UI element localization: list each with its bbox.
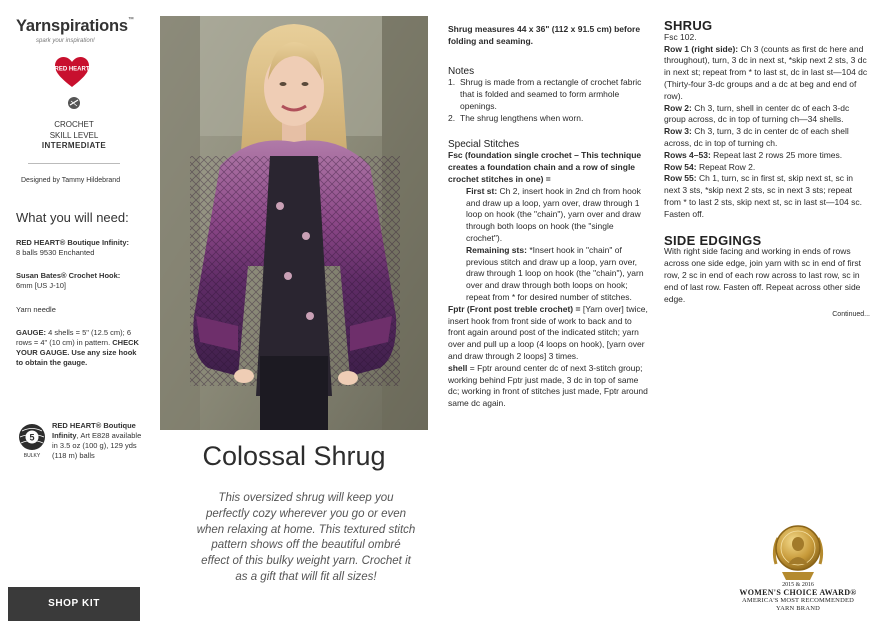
yarn-amount: 8 balls 9530 Enchanted <box>16 248 95 257</box>
svg-text:BULKY: BULKY <box>23 453 41 459</box>
crochet-hook-icon <box>67 96 81 110</box>
svg-text:RED HEART: RED HEART <box>54 66 90 73</box>
model-photo <box>160 16 428 430</box>
shell-text: = Fptr around center dc of next 3-stitch group; working behind Fptr just made, 3 dc in top of same dc; working in front of stitches just made, Fptr around same dc again. <box>448 362 648 409</box>
gauge-info <box>16 328 144 368</box>
award-subtitle-1: AMERICA'S MOST RECOMMENDED <box>741 597 855 604</box>
pattern-column-right <box>664 20 870 321</box>
hook-name[interactable]: Susan Bates® Crochet Hook: <box>16 271 121 280</box>
award-name: WOMEN'S CHOICE AWARD® <box>739 588 857 597</box>
brand-tagline: spark your inspiration! <box>36 38 95 44</box>
side-edgings-heading: SIDE EDGINGS <box>664 232 762 248</box>
yarn-info-name[interactable]: RED HEART® Boutique Infinity <box>52 421 136 440</box>
list-item: 1. Shrug is made from a rectangle of crochet fabric that is folded and seamed to form armhole openings. <box>448 77 642 111</box>
notes-heading: Notes <box>448 65 475 77</box>
continued-link[interactable]: Continued... <box>832 311 870 319</box>
remaining-text: *Insert hook in "chain" of previous stitch and draw up a loop, yarn over, draw through 1 loop on hook (the "chain"), yarn over and draw through both loops on hook; repeat from * for desired number of stitches. <box>466 244 644 302</box>
row-instruction: Row 1 (right side): Ch 3 (counts as first dc here and throughout), turn, 3 dc in next st, *skip next 2 sts, 3 dc in next st; repeat from * to last st, dc in last st—104 dc (Thirty-four 3-dc groups and a dc at beg and end of row). <box>664 43 868 101</box>
red-heart-logo-icon <box>54 56 90 88</box>
fasten-off: Fasten off. <box>664 208 705 219</box>
hook-size: 6mm [US J-10] <box>16 281 67 290</box>
yarn-requirement: RED HEART® Boutique Infinity: 8 balls 9530 Enchanted <box>16 238 130 257</box>
hook-requirement <box>16 271 144 291</box>
needle-requirement: Yarn needle <box>16 305 56 314</box>
skill-level-value: INTERMEDIATE <box>41 141 107 150</box>
award-subtitle-2: YARN BRAND <box>775 605 821 612</box>
gauge-text: 4 shells = 5" (12.5 cm); 6 rows = 4" (10 cm) in pattern. <box>16 328 132 347</box>
row-instruction: Row 2: Ch 3, turn, shell in center dc of each 3-dc group across, dc in top of turning ch—34 shells. <box>664 102 850 125</box>
svg-text:5: 5 <box>29 432 35 443</box>
measurements: Shrug measures 44 x 36" (112 x 91.5 cm) before folding and seaming. <box>448 24 641 46</box>
yarn-name[interactable]: RED HEART® Boutique Infinity <box>16 238 127 247</box>
medal-icon <box>768 520 828 584</box>
intro-text: This oversized shrug will keep you perfectly cozy wherever you go or even when relaxing at home. This textured stitch pattern shows off the beautiful ombré effect of this bulky weight yarn. Crochet it as a gift that will fit all sizes! <box>196 492 416 583</box>
side-edgings-text: With right side facing and working in ends of rows across one side edge, join yarn with sc in end of first row, 2 sc in end of each row across to last row, sc in end of last row. Fasten off. Repeat across other side edge. <box>664 246 862 304</box>
pattern-column-left <box>448 24 648 410</box>
gauge-label: GAUGE: <box>16 328 46 337</box>
page-title: Colossal Shrug <box>202 441 386 471</box>
award-years: 2015 & 2016 <box>782 582 814 588</box>
divider <box>28 163 120 164</box>
notes-list <box>448 77 648 124</box>
yarn-info-detail: available in 3.5 oz (100 g), 129 yds (118 m) balls <box>52 431 142 460</box>
skill-level <box>18 120 130 152</box>
fsc-title: Fsc (foundation single crochet – This technique creates a foundation chain and a row of single crochet stitches in one) = <box>448 150 642 184</box>
gauge-check: CHECK YOUR GAUGE. Use any size hook to obtain the gauge. <box>16 338 139 367</box>
shop-kit-button[interactable]: SHOP KIT <box>8 587 140 621</box>
award-badge <box>728 520 868 620</box>
yarn-weight-icon <box>16 423 48 459</box>
list-item: 2. The shrug lengthens when worn. <box>448 112 584 123</box>
shell-definition <box>448 363 648 410</box>
first-st <box>448 186 648 245</box>
first-st-text: Ch 2, insert hook in 2nd ch from hook and draw up a loop, yarn over, draw through 1 loop on hook (the "chain"), yarn over and draw through both loops on hook (the "single crochet"). <box>466 185 641 243</box>
skill-label-1: CROCHET <box>54 120 94 129</box>
sidebar <box>0 0 150 626</box>
special-stitches-heading: Special Stitches <box>448 138 520 150</box>
designer-credit: Designed by Tammy Hildebrand <box>21 177 121 184</box>
model-photo-illustration <box>160 16 428 430</box>
materials-heading: What you will need: <box>16 210 129 225</box>
yarn-info-art: Art E828 <box>80 431 110 440</box>
first-st-label: First st: <box>466 185 498 196</box>
skill-label-2: SKILL LEVEL <box>49 130 99 140</box>
row-instruction: Row 54: Repeat Row 2. <box>664 161 756 172</box>
fptr-label: Fptr (Front post treble crochet) = <box>448 303 581 314</box>
award-text <box>728 582 868 613</box>
remaining-label: Remaining sts: <box>466 244 527 255</box>
shell-label: shell <box>448 362 468 373</box>
shrug-fsc: Fsc 102. <box>664 31 697 42</box>
yarn-info: RED HEART® Boutique Infinity, Art E828 available in 3.5 oz (100 g), 129 yds (118 m) balls <box>52 421 142 460</box>
row-instruction: Row 55: Ch 1, turn, sc in first st, skip next st, sc in next 3 sts, *skip next 2 sts, sc in next 3 sts; repeat from * to last 2 sts, skip next st, sc in last st—104 sc. <box>664 173 862 207</box>
remaining-sts <box>448 245 648 304</box>
fptr-definition <box>448 304 648 363</box>
brand-logo[interactable]: Yarnspirations™ <box>16 17 134 35</box>
shrug-heading: SHRUG <box>664 18 713 33</box>
row-instruction: Row 3: Ch 3, turn, 3 dc in center dc of each shell across, dc in top of turning ch. <box>664 126 849 148</box>
row-instruction: Rows 4–53: Repeat last 2 rows 25 more times. <box>664 149 843 160</box>
fptr-text: [Yarn over] twice, insert hook from front side of work to back and to front again around post of the indicated stitch; yarn over and pull up a loop (4 loops on hook), [yarn over and draw through 2 loops] 3 times. <box>448 303 648 361</box>
